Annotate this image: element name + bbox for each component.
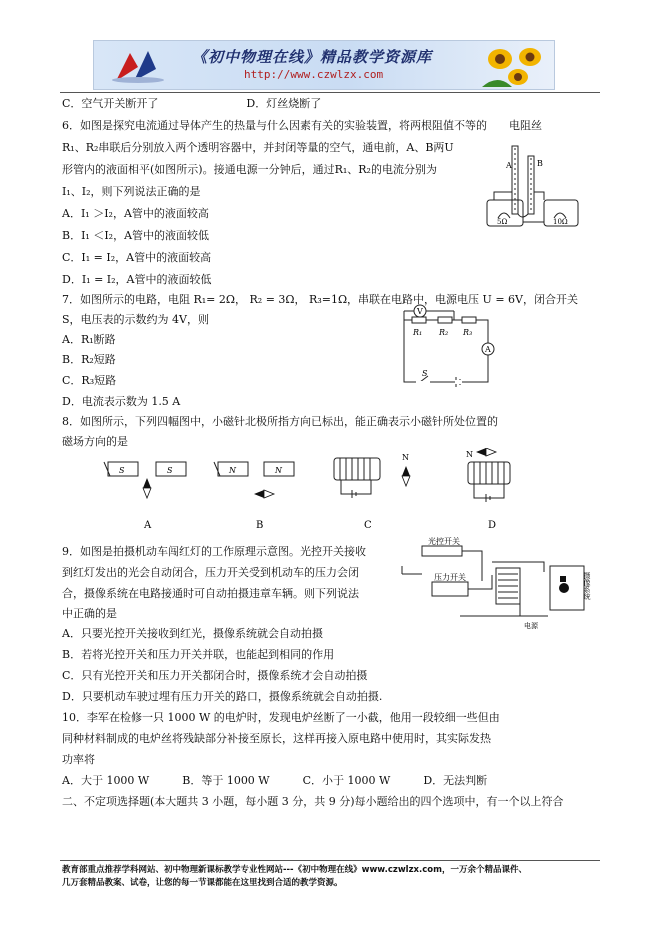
q7-stem: 7．如图所示的电路，电阻 R₁= 2Ω， R₂ = 3Ω， R₃=1Ω，串联在电路中，电源电压 U = 6V，闭合开关 (62, 293, 578, 306)
q10-stem: 功率将 (62, 753, 95, 766)
option-d-label: D (488, 520, 497, 531)
r3-label: R₃ (463, 328, 473, 337)
banner-url[interactable]: http://www.czwlzx.com (244, 68, 384, 81)
q7-option-b: B．R₂短路 (62, 353, 116, 366)
q9-option-b: B．若将光控开关和压力开关并联，也能起到相同的作用 (62, 648, 335, 661)
r2-label: R₂ (439, 328, 449, 337)
pressure-switch-label: 压力开关 (434, 573, 466, 582)
q9-stem: 到红灯发出的光会自动闭合，压力开关受到机动车的压力会闭 (62, 566, 359, 579)
q10-stem: 同种材料制成的电炉丝将残缺部分补接至原长，这样再接入原电路中使用时，其实际发热 (62, 732, 491, 745)
section-2-heading: 二、不定项选择题(本大题共 3 小题，每小题 3 分，共 9 分)每小题给出的四个选项中，有一个以上符合 (62, 795, 564, 808)
q7-option-c: C．R₃短路 (62, 374, 117, 387)
q6-stem: I₁、I₂，则下列说法正确的是 (62, 185, 201, 198)
r1-label: R₁ (413, 328, 423, 337)
q6-option-c: C．I₁ = I₂，A管中的液面较高 (62, 251, 212, 264)
sunflower-icon (478, 43, 548, 87)
resistor-5-label: 5Ω (497, 218, 508, 226)
magnet-b-pole-1: N (229, 466, 236, 475)
banner-title: 《初中物理在线》精品教学资源库 (192, 48, 433, 66)
magnet-a-pole-1: S (119, 466, 125, 475)
footer-line-2: 几万套精品教案、试卷，让您的每一节课都能在这里找到合适的教学资源。 (62, 878, 343, 888)
q9-red-light-camera-diagram (398, 536, 598, 632)
q10-stem: 10．李军在检修一只 1000 W 的电炉时，发现电炉丝断了一小截，他用一段较细一些但由 (62, 711, 500, 724)
q9-stem: 9．如图是拍摄机动车闯红灯的工作原理示意图。光控开关接收 (62, 545, 366, 558)
q8-magnet-figures (96, 448, 526, 540)
q6-option-d: D．I₁ = I₂，A管中的液面较低 (62, 273, 212, 286)
q9-option-c: C．只有光控开关和压力开关都闭合时，摄像系统才会自动拍摄 (62, 669, 368, 682)
needle-d-north-label: N (466, 450, 473, 459)
resistor-10-label: 10Ω (553, 218, 568, 226)
q7-stem: S，电压表的示数约为 4V，则 (62, 313, 209, 326)
q8-stem: 磁场方向的是 (62, 435, 128, 448)
tube-a-label: A (506, 161, 512, 170)
q7-option-a: A．R₁断路 (62, 333, 116, 346)
option-a-label: A (144, 520, 152, 531)
footer-rule (60, 860, 600, 861)
site-logo-icon (108, 47, 168, 85)
magnet-b-pole-2: N (275, 466, 282, 475)
q7-option-d: D．电流表示数为 1.5 A (62, 395, 181, 408)
site-banner (93, 40, 555, 90)
q6-stem: 形管内的液面相平(如图所示)。接通电源一分钟后，通过R₁、R₂的电流分别为 (62, 163, 437, 176)
q6-stem: 6．如图是探究电流通过导体产生的热量与什么因素有关的实验装置，将两根阻值不等的 电阻丝 (62, 119, 542, 132)
q6-option-a: A．I₁ ＞I₂，A管中的液面较高 (62, 207, 209, 220)
light-switch-label: 光控开关 (428, 537, 460, 546)
q9-option-d: D．只要机动车驶过埋有压力开关的路口，摄像系统就会自动拍摄. (62, 690, 383, 703)
q5-options: C．空气开关断开了 D．灯丝烧断了 (62, 97, 322, 110)
q10-options: A．大于 1000 W B．等于 1000 W C．小于 1000 W D．无法判断 (62, 774, 488, 787)
needle-c-north-label: N (402, 453, 409, 462)
q7-circuit-diagram (398, 302, 500, 388)
header-rule (60, 92, 600, 93)
q6-stem: R₁、R₂串联后分别放入两个透明容器中，并封闭等量的空气，通电前，A、B两U (62, 141, 454, 154)
power-label: 电源 (524, 622, 538, 630)
camera-system-label: 摄像系统 (583, 572, 591, 600)
tube-b-label: B (537, 159, 543, 168)
q6-option-b: B．I₁ ＜I₂，A管中的液面较低 (62, 229, 210, 242)
q9-stem: 中正确的是 (62, 607, 117, 620)
option-b-label: B (256, 520, 264, 531)
ammeter-label: A (485, 345, 491, 354)
magnet-a-pole-2: S (167, 466, 173, 475)
switch-label: S (422, 369, 428, 378)
voltmeter-label: V (417, 307, 423, 316)
option-c-label: C (364, 520, 372, 531)
footer-line-1: 教育部重点推荐学科网站、初中物理新课标教学专业性网站---《初中物理在线》www.czwlzx.com，一万余个精品课件、 (62, 865, 527, 875)
q8-stem: 8．如图所示，下列四幅图中，小磁针北极所指方向已标出，能正确表示小磁针所处位置的 (62, 415, 498, 428)
q9-option-a: A．只要光控开关接收到红光，摄像系统就会自动拍摄 (62, 627, 323, 640)
q9-stem: 合，摄像系统在电路接通时可自动拍摄违章车辆。则下列说法 (62, 587, 359, 600)
q6-u-tube-apparatus (484, 142, 584, 234)
